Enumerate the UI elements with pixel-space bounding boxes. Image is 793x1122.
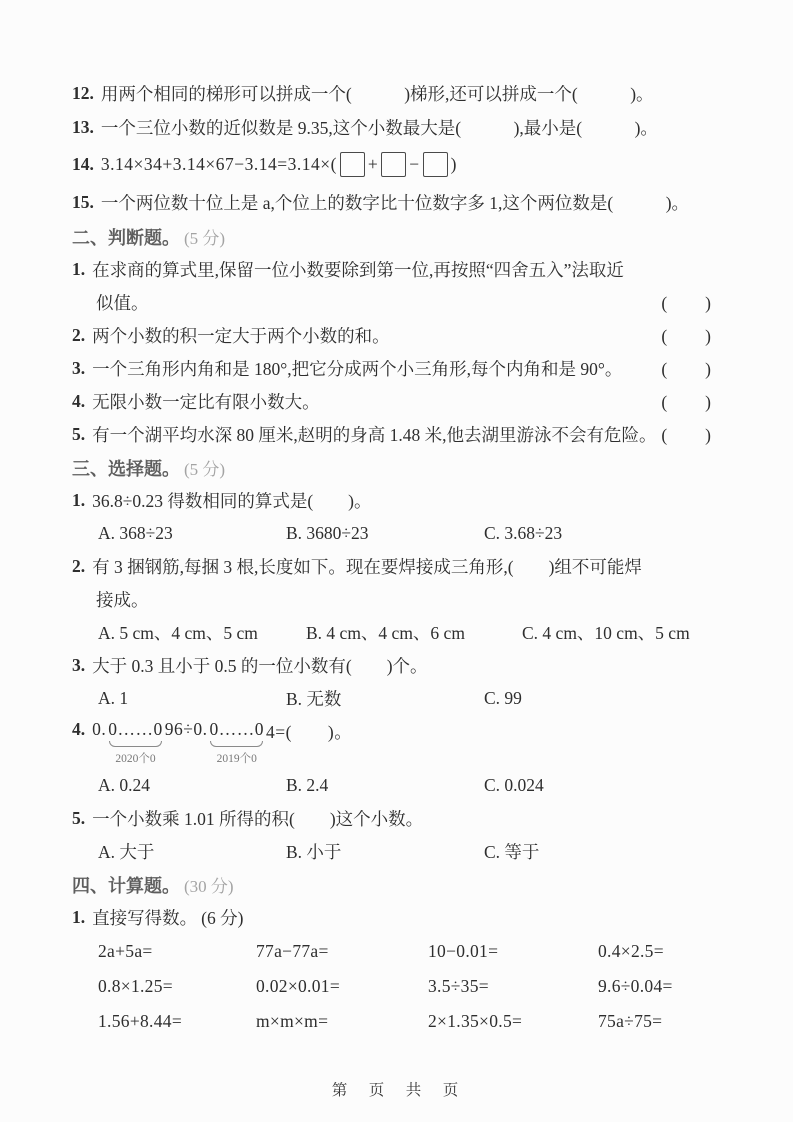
calc-expression: 0.8×1.25= bbox=[98, 976, 173, 996]
question-text: 36.8÷0.23 得数相同的算式是( )。 bbox=[92, 491, 372, 511]
question-text: 直接写得数。 bbox=[92, 908, 198, 928]
calc-expression: 10−0.01= bbox=[428, 941, 499, 961]
equation-middle: 96÷0. bbox=[164, 719, 208, 739]
question-text-continued: 接成。 bbox=[96, 590, 149, 610]
section-calc-heading bbox=[72, 868, 714, 901]
question-text: 一个三位小数的近似数是 9.35,这个小数最大是( ),最小是( )。 bbox=[100, 117, 658, 138]
question-text: 一个两位数十位上是 a,个位上的数字比十位数字多 1,这个两位数是( )。 bbox=[100, 192, 690, 213]
section-choice-heading bbox=[72, 451, 714, 484]
test-paper-content bbox=[72, 0, 714, 1039]
option-c: C. 3.68÷23 bbox=[484, 523, 563, 543]
calc-expression: 0.4×2.5= bbox=[598, 941, 664, 961]
option-c: C. 0.024 bbox=[484, 775, 544, 795]
question-text: 用两个相同的梯形可以拼成一个( )梯形,还可以拼成一个( )。 bbox=[100, 83, 654, 104]
underbrace-zeros-1 bbox=[106, 719, 165, 765]
calc-expression: 1.56+8.44= bbox=[98, 1011, 182, 1031]
calc-expression: 0.02×0.01= bbox=[256, 976, 340, 996]
sub-score: (6 分) bbox=[201, 908, 244, 928]
question-number: 14. bbox=[72, 153, 94, 174]
calc-expression: 75a÷75= bbox=[598, 1011, 663, 1031]
choice-question-2-line-2 bbox=[72, 583, 714, 616]
option-a: A. 0.24 bbox=[98, 775, 151, 795]
question-number: 5. bbox=[72, 424, 86, 444]
question-number: 3. bbox=[72, 358, 86, 378]
question-text: 在求商的算式里,保留一位小数要除到第一位,再按照“四舍五入”法取近 bbox=[92, 260, 624, 280]
choice-2-options bbox=[98, 616, 714, 649]
section-title: 三、选择题。 bbox=[72, 458, 180, 479]
choice-question-1 bbox=[72, 484, 714, 517]
equation-prefix: 3.14×34+3.14×67−3.14=3.14×( bbox=[100, 153, 337, 174]
answer-box bbox=[340, 152, 365, 177]
answer-parens-blank: ( ) bbox=[661, 359, 712, 379]
question-text: 有一个湖平均水深 80 厘米,赵明的身高 1.48 米,他去湖里游泳不会有危险。 bbox=[92, 425, 657, 445]
judge-item-3 bbox=[72, 352, 714, 385]
question-text: 两个小数的积一定大于两个小数的和。 bbox=[92, 326, 390, 346]
option-a: A. 大于 bbox=[98, 842, 155, 862]
calc-subtitle-direct-write bbox=[72, 901, 714, 934]
judge-item-4 bbox=[72, 385, 714, 418]
question-number: 2. bbox=[72, 556, 86, 576]
choice-4-options bbox=[98, 769, 714, 802]
question-number: 5. bbox=[72, 808, 86, 828]
calc-expression: 2a+5a= bbox=[98, 941, 153, 961]
question-number: 4. bbox=[72, 391, 86, 411]
choice-question-2-line-1 bbox=[72, 550, 714, 583]
judge-item-1-line-1 bbox=[72, 253, 714, 286]
zeros-run: 0……0 bbox=[209, 719, 264, 739]
underbrace-zeros-2 bbox=[207, 719, 266, 765]
option-c: C. 4 cm、10 cm、5 cm bbox=[522, 623, 690, 643]
page-footer: 第 页 共 页 bbox=[331, 1082, 462, 1099]
question-number: 12. bbox=[72, 82, 94, 103]
section-score: (5 分) bbox=[184, 460, 226, 479]
option-b: B. 3680÷23 bbox=[286, 523, 369, 543]
option-c: C. 99 bbox=[484, 688, 522, 708]
equation-end: 4=( )。 bbox=[265, 722, 353, 742]
choice-3-options bbox=[98, 682, 714, 715]
answer-parens-blank: ( ) bbox=[661, 293, 712, 313]
judge-item-2 bbox=[72, 319, 714, 352]
question-number: 1. bbox=[72, 907, 86, 927]
section-title: 四、计算题。 bbox=[72, 875, 180, 896]
option-a: A. 1 bbox=[98, 688, 129, 708]
calc-row-3 bbox=[98, 1004, 714, 1039]
calc-expression: 77a−77a= bbox=[256, 941, 329, 961]
calc-expression: 2×1.35×0.5= bbox=[428, 1011, 523, 1031]
question-text: 无限小数一定比有限小数大。 bbox=[92, 392, 320, 412]
question-text: 有 3 捆钢筋,每捆 3 根,长度如下。现在要焊接成三角形,( )组不可能焊 bbox=[92, 557, 642, 577]
option-b: B. 小于 bbox=[286, 842, 342, 862]
question-text: 大于 0.3 且小于 0.5 的一位小数有( )个。 bbox=[92, 656, 428, 676]
question-number: 13. bbox=[72, 116, 94, 137]
choice-5-options bbox=[98, 835, 714, 868]
answer-box bbox=[381, 152, 406, 177]
answer-parens-blank: ( ) bbox=[661, 392, 712, 412]
question-text: 一个小数乘 1.01 所得的积( )这个小数。 bbox=[92, 809, 424, 829]
question-number: 4. bbox=[72, 719, 86, 739]
minus-operator: − bbox=[409, 153, 420, 174]
option-b: B. 无数 bbox=[286, 689, 342, 709]
choice-1-options bbox=[98, 517, 714, 550]
choice-question-3 bbox=[72, 649, 714, 682]
calc-expression: 3.5÷35= bbox=[428, 976, 489, 996]
zeros-run: 0……0 bbox=[108, 719, 163, 739]
zeros-count-label: 2020个0 bbox=[115, 753, 156, 765]
judge-item-5 bbox=[72, 418, 714, 451]
fill-blank-question-15 bbox=[72, 184, 714, 220]
answer-parens-blank: ( ) bbox=[661, 326, 712, 346]
decimal-prefix: 0. bbox=[92, 719, 107, 739]
option-a: A. 5 cm、4 cm、5 cm bbox=[98, 623, 258, 643]
section-score: (30 分) bbox=[184, 877, 234, 896]
question-text: 一个三角形内角和是 180°,把它分成两个小三角形,每个内角和是 90°。 bbox=[92, 359, 623, 379]
option-c: C. 等于 bbox=[484, 842, 540, 862]
calc-row-2 bbox=[98, 969, 714, 1004]
fill-blank-question-14 bbox=[72, 144, 714, 184]
answer-parens-blank: ( ) bbox=[661, 425, 712, 445]
question-number: 1. bbox=[72, 490, 86, 510]
fill-blank-question-12 bbox=[72, 76, 714, 110]
equation-close-paren: ) bbox=[450, 153, 457, 174]
option-a: A. 368÷23 bbox=[98, 523, 173, 543]
question-number: 15. bbox=[72, 191, 94, 212]
calc-row-1 bbox=[98, 934, 714, 969]
option-b: B. 2.4 bbox=[286, 775, 329, 795]
underbrace-icon bbox=[210, 741, 263, 747]
choice-question-5 bbox=[72, 802, 714, 835]
judge-item-1-line-2 bbox=[72, 286, 714, 319]
plus-operator: + bbox=[367, 153, 379, 174]
choice-question-4 bbox=[72, 715, 714, 769]
question-number: 2. bbox=[72, 325, 86, 345]
calc-expression: m×m×m= bbox=[256, 1011, 329, 1031]
option-b: B. 4 cm、4 cm、6 cm bbox=[306, 623, 465, 643]
answer-box bbox=[423, 152, 448, 177]
underbrace-icon bbox=[109, 741, 162, 747]
section-title: 二、判断题。 bbox=[72, 227, 180, 248]
section-judge-heading bbox=[72, 220, 714, 253]
fill-blank-question-13 bbox=[72, 110, 714, 144]
zeros-count-label: 2019个0 bbox=[216, 753, 257, 765]
section-score: (5 分) bbox=[184, 229, 226, 248]
question-number: 3. bbox=[72, 655, 86, 675]
calc-expression: 9.6÷0.04= bbox=[598, 976, 673, 996]
question-text-continued: 似值。 bbox=[96, 293, 149, 313]
question-number: 1. bbox=[72, 259, 86, 279]
